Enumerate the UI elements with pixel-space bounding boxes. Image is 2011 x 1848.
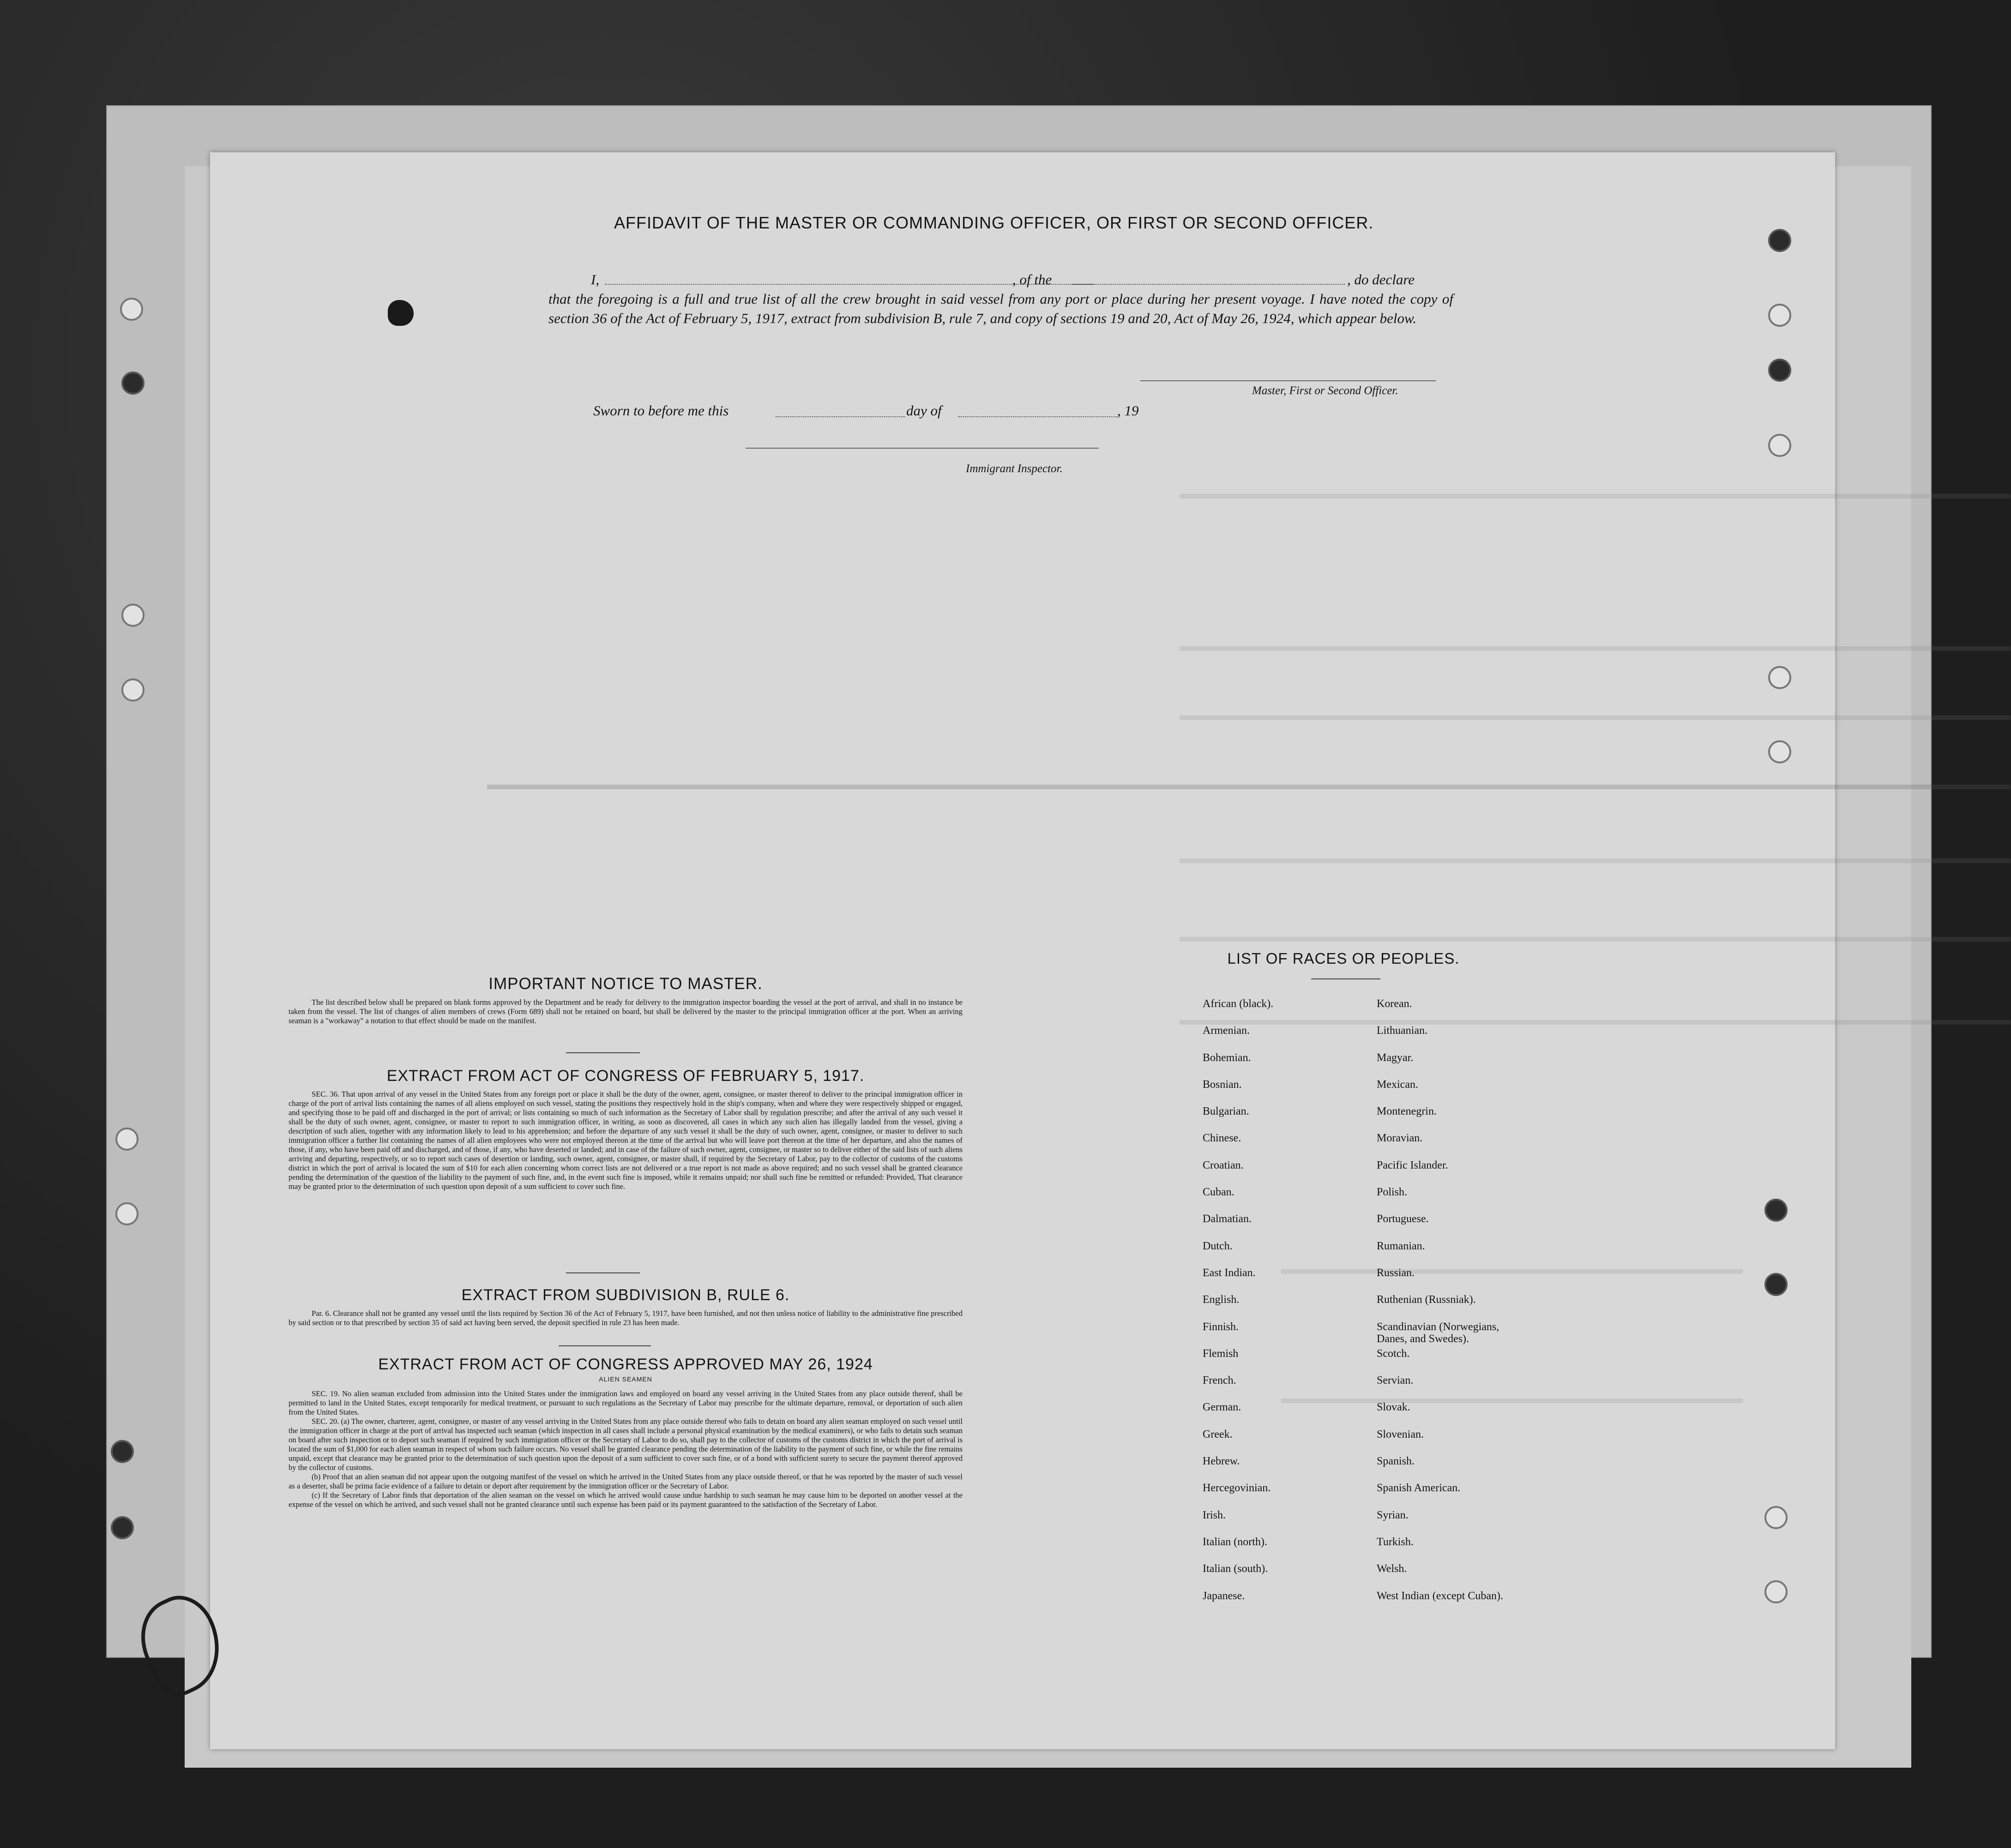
extract-1924-title: EXTRACT FROM ACT OF CONGRESS APPROVED MAY 26, 1924 bbox=[378, 1356, 873, 1373]
extract-1924-sec19: SEC. 19. No alien seaman excluded from admission into the United States under the immigration laws and employed on board any vessel arriving in the United States from any place outside thereof, shall be permitted to land in the United States, except temporarily for medical treatment, or pursuant to such regulations as the Secretary of Labor may prescribe for the ultimate departure, removal, or deportation of such alien from the United States. bbox=[289, 1389, 963, 1416]
race-item: Finnish. bbox=[1203, 1320, 1239, 1333]
race-item: Spanish. bbox=[1377, 1455, 1415, 1468]
master-signature-line[interactable] bbox=[1140, 380, 1436, 381]
races-title: LIST OF RACES OR PEOPLES. bbox=[1227, 950, 1460, 967]
binder-hole bbox=[1768, 229, 1791, 252]
race-item: Moravian. bbox=[1377, 1132, 1423, 1145]
extract-1924-sec20b: (b) Proof that an alien seaman did not appear upon the outgoing manifest of the vessel on which he arrived in the United States from any place outside thereof, or that he was reported by the master of such vessel as a deserter, shall be prima facie evidence of a failure to detain or deport after requirement by the immigration officer or the Secretary of Labor. bbox=[289, 1472, 963, 1490]
race-item: Irish. bbox=[1203, 1509, 1226, 1521]
race-item: French. bbox=[1203, 1374, 1236, 1387]
vessel-name-field[interactable] bbox=[1072, 284, 1345, 285]
extract-1924-section bbox=[289, 1356, 963, 1509]
binder-hole bbox=[1768, 304, 1791, 327]
binder-hole bbox=[1768, 359, 1791, 382]
extract-rule6-section bbox=[289, 1286, 963, 1327]
i-label: I, bbox=[591, 271, 600, 288]
section-divider bbox=[566, 1272, 640, 1273]
binder-hole bbox=[111, 1440, 134, 1463]
race-item: Chinese. bbox=[1203, 1132, 1241, 1145]
binder-hole bbox=[1768, 666, 1791, 689]
race-item: Portuguese. bbox=[1377, 1213, 1429, 1225]
bleed-through-row bbox=[1180, 494, 2011, 498]
section-divider bbox=[559, 1345, 651, 1346]
bleed-through-row bbox=[1180, 646, 2011, 651]
bleed-through-row bbox=[1180, 858, 2011, 863]
ink-blot bbox=[388, 300, 414, 326]
notice-title: IMPORTANT NOTICE TO MASTER. bbox=[488, 975, 763, 993]
inspector-signature-line[interactable] bbox=[746, 448, 1099, 449]
race-item: Hebrew. bbox=[1203, 1455, 1240, 1468]
race-item: Scotch. bbox=[1377, 1347, 1410, 1360]
race-item: Pacific Islander. bbox=[1377, 1159, 1448, 1171]
binder-hole bbox=[121, 604, 145, 627]
race-item: Cuban. bbox=[1203, 1186, 1234, 1199]
extract-rule6-body: Par. 6. Clearance shall not be granted any vessel until the lists required by Section 36 of the Act of February 5, 1917, have been furnished, and not then unless notice of liability to the administrative fine prescribed by said section or to that prescribed by section 35 of said act having been served, the deposit specified in rule 23 has been made. bbox=[289, 1309, 963, 1327]
year-label: , 19 bbox=[1117, 402, 1139, 419]
notice-body: The list described below shall be prepared on blank forms approved by the Department and be ready for delivery to the immigration inspector boarding the vessel at the port of arrival, and shall in no instance be taken from the vessel. The list of changes of alien members of crews (Form 689) shall not be retained on board, but shall be delivered by the master to the principal immigration officer at the port. When an arriving seaman is a "workaway" a notation to that effect should be made on the manifest. bbox=[289, 998, 963, 1025]
binder-hole bbox=[1768, 740, 1791, 763]
binder-hole bbox=[1768, 434, 1791, 457]
race-item: Japanese. bbox=[1203, 1590, 1245, 1602]
extract-1917-title: EXTRACT FROM ACT OF CONGRESS OF FEBRUARY 5, 1917. bbox=[386, 1067, 865, 1085]
race-item: Bosnian. bbox=[1203, 1078, 1242, 1091]
race-item: Rumanian. bbox=[1377, 1240, 1425, 1252]
race-item: African (black). bbox=[1203, 998, 1274, 1010]
do-declare-label: , do declare bbox=[1347, 271, 1415, 288]
race-item: Armenian. bbox=[1203, 1025, 1250, 1037]
sworn-day-field[interactable] bbox=[776, 416, 905, 417]
affidavit-declaration bbox=[548, 270, 1453, 328]
race-item: Bohemian. bbox=[1203, 1051, 1251, 1064]
inspector-signature-label: Immigrant Inspector. bbox=[966, 462, 1063, 475]
race-item: Hercegovinian. bbox=[1203, 1482, 1271, 1494]
binder-hole bbox=[1764, 1199, 1788, 1222]
of-the-label: , of the bbox=[1012, 271, 1052, 288]
race-item: Lithuanian. bbox=[1377, 1025, 1427, 1037]
sworn-month-field[interactable] bbox=[958, 416, 1117, 417]
race-item: Flemish bbox=[1203, 1347, 1239, 1360]
races-list-right bbox=[1377, 998, 1598, 1617]
race-item: Ruthenian (Russniak). bbox=[1377, 1294, 1476, 1306]
affidavit-title: AFFIDAVIT OF THE MASTER OR COMMANDING OFFICER, OR FIRST OR SECOND OFFICER. bbox=[614, 213, 1374, 232]
race-item: East Indian. bbox=[1203, 1266, 1256, 1279]
race-item: Italian (north). bbox=[1203, 1536, 1267, 1548]
extract-1917-section bbox=[289, 1067, 963, 1191]
extract-1924-sec20a: SEC. 20. (a) The owner, charterer, agent, consignee, or master of any vessel arriving in the United States from any place outside thereof who fails to detain on board any alien seaman employed on such vessel until the immigration officer in charge at the port of arrival has inspected such seaman (which inspection in all cases shall include a personal physical examination by the medical examiners), or who fails to detain such seaman on board after such inspection or to deport such seaman if required by such immigration officer or the Secretary of Labor to do so, shall pay to the collector of customs of the customs district in which the port of arrival is located the sum of $1,000 for each alien seaman in respect of whom such failure occurs. No vessel shall be granted clearance pending the determination of the liability to the payment of such fine, or while the fine remains unpaid, except that clearance may be granted prior to the determination of such question upon the deposit of a sum sufficient to cover such fine, or of a bond with sufficient surety to secure the payment thereof approved by the collector of customs. bbox=[289, 1417, 963, 1472]
race-item: Korean. bbox=[1377, 998, 1412, 1010]
section-divider bbox=[1311, 978, 1380, 979]
bleed-through-row bbox=[1180, 715, 2011, 720]
bleed-through-row bbox=[487, 785, 2011, 789]
race-item: Slovak. bbox=[1377, 1401, 1410, 1414]
binder-hole bbox=[1764, 1506, 1788, 1529]
extract-1924-subtitle: ALIEN SEAMEN bbox=[599, 1375, 652, 1383]
binder-hole bbox=[121, 678, 145, 702]
race-item: Servian. bbox=[1377, 1374, 1414, 1387]
race-item: English. bbox=[1203, 1294, 1240, 1306]
race-item: Scandinavian (Norwegians, Danes, and Swedes). bbox=[1377, 1320, 1499, 1345]
race-item: Italian (south). bbox=[1203, 1563, 1268, 1575]
extract-rule6-title: EXTRACT FROM SUBDIVISION B, RULE 6. bbox=[461, 1286, 790, 1304]
race-item: Bulgarian. bbox=[1203, 1105, 1249, 1118]
race-item: Dalmatian. bbox=[1203, 1213, 1252, 1225]
affidavit-first-line bbox=[548, 270, 1453, 289]
race-item: Croatian. bbox=[1203, 1159, 1244, 1171]
sworn-label: Sworn to before me this bbox=[593, 402, 729, 419]
binder-hole bbox=[115, 1202, 138, 1225]
race-item: Welsh. bbox=[1377, 1563, 1407, 1575]
race-item: Mexican. bbox=[1377, 1078, 1418, 1091]
race-item: Syrian. bbox=[1377, 1509, 1409, 1521]
master-signature-label: Master, First or Second Officer. bbox=[1252, 384, 1398, 397]
race-item: Greek. bbox=[1203, 1428, 1233, 1440]
race-item: Dutch. bbox=[1203, 1240, 1233, 1252]
binder-hole bbox=[120, 298, 143, 321]
binder-hole bbox=[1764, 1273, 1788, 1296]
sworn-line bbox=[593, 402, 1147, 421]
race-item: Spanish American. bbox=[1377, 1482, 1461, 1494]
notice-section bbox=[289, 975, 963, 1026]
binder-hole bbox=[111, 1516, 134, 1539]
race-item: Turkish. bbox=[1377, 1536, 1414, 1548]
race-item: Montenegrin. bbox=[1377, 1105, 1437, 1118]
extract-1917-body: SEC. 36. That upon arrival of any vessel in the United States from any foreign port or place it shall be the duty of the owner, agent, consignee, or master thereof to deliver to the principal immigration officer in charge of the port of arrival lists containing the names of all aliens employed on such vessel, stating the positions they respectively hold in the ship's company, when and where they were respectively shipped or engaged, and specifying those to be paid off and discharged in the port of arrival; or lists containing so much of such information as the Secretary of Labor shall by regulation prescribe; and after the arrival of any such vessel it shall be the duty of such owner, agent, consignee, or master to report to such immigration officer, in writing, as soon as discovered, all cases in which any such alien has illegally landed from the vessel, giving a description of such alien, together with any information likely to lead to his apprehension; and before the departure of any such vessel it shall be the duty of such owner, agent, consignee, or master to deliver to such immigration officer a further list containing the names of all alien employees who were not employed thereon at the time of the arrival but who will leave port thereon at the time of her departure, and also the names of those, if any, who have been paid off and discharged, and of those, if any, who have deserted or landed; and in case of the failure of such owner, agent, consignee, or master so to deliver either of the said lists of such aliens arriving and departing, respectively, or so to report such cases of desertion or landing, such owner, agent, consignee, or master shall, if required by the Secretary of Labor, pay to the collector of customs of the customs district in which the port of arrival is located the sum of $10 for each alien concerning whom correct lists are not delivered or a true report is not made as above required; and no such vessel shall be granted clearance pending the determination of the question of the liability to the payment of such fine, and, in the event such fine is imposed, while it remains unpaid; nor shall such fine be remitted or refunded: Provided, That clearance may be granted prior to the determination of such question upon deposit of a sum sufficient to cover such fine. bbox=[289, 1090, 963, 1191]
bleed-through-row bbox=[1180, 937, 2011, 942]
section-divider bbox=[566, 1052, 640, 1053]
race-item: Russian. bbox=[1377, 1266, 1415, 1279]
binder-hole bbox=[115, 1128, 138, 1151]
race-item: Magyar. bbox=[1377, 1051, 1414, 1064]
race-item: Slovenian. bbox=[1377, 1428, 1424, 1440]
race-item: Polish. bbox=[1377, 1186, 1408, 1199]
day-of-label: day of bbox=[906, 402, 942, 419]
race-item: German. bbox=[1203, 1401, 1241, 1414]
binder-hole bbox=[1764, 1580, 1788, 1603]
extract-1924-sec20c: (c) If the Secretary of Labor finds that deportation of the alien seaman on the vessel on which he arrived would cause undue hardship to such seaman he may cause him to be deported on another vessel at the expense of the vessel on which he arrived, and such vessel shall not be granted clearance until such expense has been paid or its payment guaranteed to the satisfaction of the Secretary of Labor. bbox=[289, 1491, 963, 1509]
race-item: West Indian (except Cuban). bbox=[1377, 1590, 1503, 1602]
affidavit-body: that the foregoing is a full and true list of all the crew brought in said vessel from any port or place during her present voyage. I have noted the copy of section 36 of the Act of February 5, 1917, extract from subdivision B, rule 7, and copy of sections 19 and 20, Act of May 26, 1924, which appear below. bbox=[548, 291, 1453, 326]
binder-hole bbox=[121, 372, 145, 395]
